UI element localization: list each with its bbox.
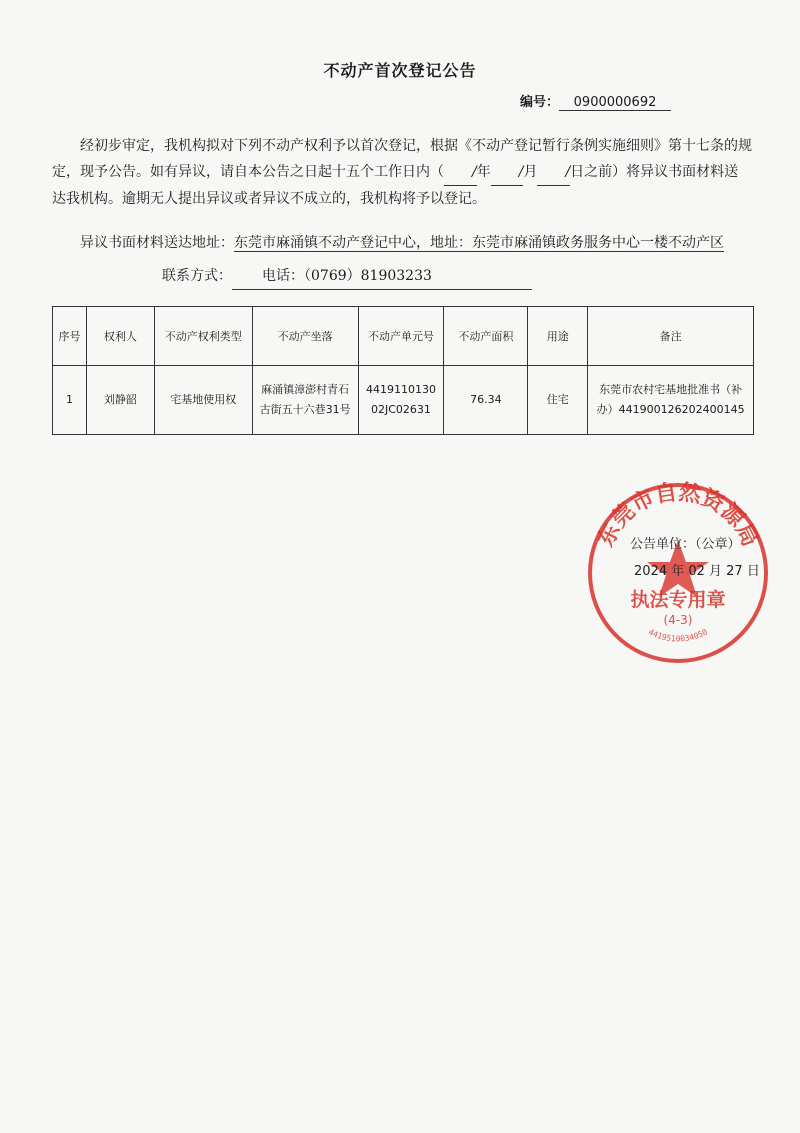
objection-address-label: 异议书面材料送达地址： (80, 235, 234, 251)
serial-label: 编号： (520, 95, 560, 110)
header-cell: 权利人 (86, 307, 154, 366)
objection-address (80, 230, 780, 256)
cell-area: 76.34 (444, 366, 528, 435)
notice-text-b: 日之前）将异议书面材料送达我机构。逾期无人提出异议或者异议不成立的，我机构将予以登记。 (52, 164, 739, 207)
header-cell: 不动产坐落 (252, 307, 358, 366)
seal-center-text: 执法专用章 (630, 589, 726, 611)
seal-code-wrap (647, 627, 709, 643)
cell-unit-number: 441911013002JC02631 (358, 366, 444, 435)
table-header-row (53, 307, 754, 366)
blank-day: / (537, 159, 570, 186)
header-cell: 备注 (588, 307, 754, 366)
blank-month: / (491, 159, 524, 186)
objection-address-value: 东莞市麻涌镇不动产登记中心，地址：东莞市麻涌镇政务服务中心一楼不动产区 (234, 235, 724, 251)
cell-location: 麻涌镇漳澎村青石古街五十六巷31号 (252, 366, 358, 435)
seal-code-text: 4419510034050 (647, 627, 709, 644)
header-cell: 不动产单元号 (358, 307, 444, 366)
cell-right-type: 宅基地使用权 (154, 366, 252, 435)
header-cell: 序号 (53, 307, 87, 366)
contact-label: 联系方式： (162, 268, 232, 284)
notice-date: 2024 年 02 月 27 日 (634, 564, 760, 579)
header-cell: 不动产权利类型 (154, 307, 252, 366)
property-table (52, 306, 754, 435)
contact-value: 电话：（0769）81903233 (232, 263, 532, 290)
seal-ring-text: 东莞市自然资源局 (592, 479, 764, 551)
seal-sub-text: (4-3) (663, 613, 693, 627)
notice-unit-label: 公告单位：（公章） (630, 537, 741, 552)
contact-info (162, 263, 800, 290)
header-cell: 不动产面积 (444, 307, 528, 366)
cell-usage: 住宅 (528, 366, 588, 435)
serial-value: 0900000692 (559, 95, 671, 111)
document-title: 不动产首次登记公告 (323, 61, 477, 80)
notice-text-a: 经初步审定，我机构拟对下列不动产权利予以首次登记，根据《不动产登记暂行条例实施细则》第十七条的规定，现予公告。如有异议，请自本公告之日起十五个工作日内（ (52, 138, 752, 180)
header-cell: 用途 (528, 307, 588, 366)
cell-index: 1 (53, 366, 87, 435)
blank-year: / (444, 159, 477, 186)
unit-month: 月 (523, 164, 538, 180)
cell-owner: 刘静韶 (86, 366, 154, 435)
cell-remark: 东莞市农村宅基地批准书（补办）441900126202400145 (588, 366, 754, 435)
table-row (53, 366, 754, 435)
unit-year: 年 (476, 164, 491, 180)
serial-number (520, 91, 671, 111)
notice-paragraph (52, 133, 752, 212)
